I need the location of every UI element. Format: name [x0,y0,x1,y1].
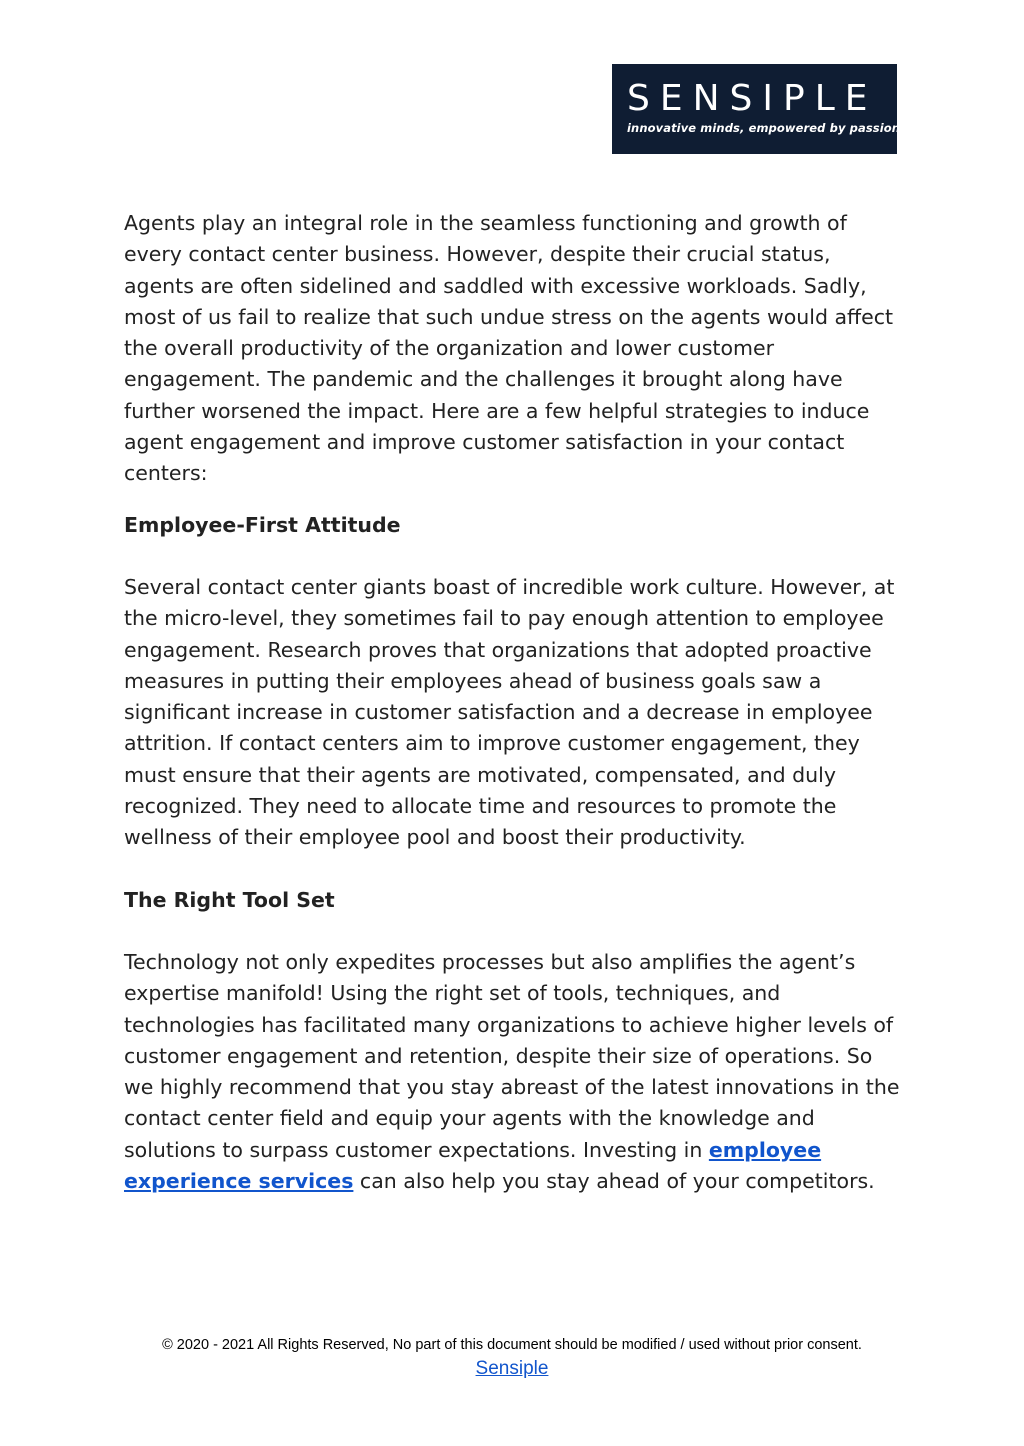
page-footer [0,1336,1024,1380]
tool-set-text-before-link: Technology not only expedites processes but also amplifies the agent’s expertise manifold! Using the right set of tools, techniques, and technologies has facilitated many organizations to achieve higher levels of customer engagement and retention, despite their size of operations. So we highly recommend that you stay abreast of the latest innovations in the contact center field and equip your agents with the knowledge and solutions to surpass customer expectations. Investing in [124,949,900,1162]
logo-wordmark: SENSIPLE [627,78,878,119]
section-body-right-tool-set [124,947,904,1197]
section-heading-right-tool-set: The Right Tool Set [124,887,335,912]
section-body-employee-first: Several contact center giants boast of incredible work culture. However, at the micro-level, they sometimes fail to pay enough attention to employee engagement. Research proves that organizations that adopted proactive measures in putting their employees ahead of business goals saw a significant increase in customer satisfaction and a decrease in employee attrition. If contact centers aim to improve customer engagement, they must ensure that their agents are motivated, compensated, and duly recognized. They need to allocate time and resources to promote the wellness of their employee pool and boost their productivity. [124,574,895,850]
sensiple-logo [612,64,901,154]
section-heading-employee-first: Employee-First Attitude [124,512,401,537]
intro-paragraph: Agents play an integral role in the seamless functioning and growth of every contact center business. However, despite their crucial status, agents are often sidelined and saddled with excessive workloads. Sadly, most of us fail to realize that such undue stress on the agents would affect the overall productivity of the organization and lower customer engagement. The pandemic and the challenges it brought along have further worsened the impact. Here are a few helpful strategies to induce agent engagement and improve customer satisfaction in your contact centers: [124,211,894,486]
document-body [124,208,904,1197]
copyright-notice: © 2020 - 2021 All Rights Reserved, No part of this document should be modified / used without prior consent. [162,1337,862,1353]
logo-tagline: innovative minds, empowered by passion [627,121,901,135]
sensiple-footer-link[interactable]: Sensiple [475,1358,549,1379]
tool-set-text-after-link: can also help you stay ahead of your competitors. [353,1169,875,1194]
employee-experience-services-link[interactable]: employee experience services [124,1137,822,1194]
